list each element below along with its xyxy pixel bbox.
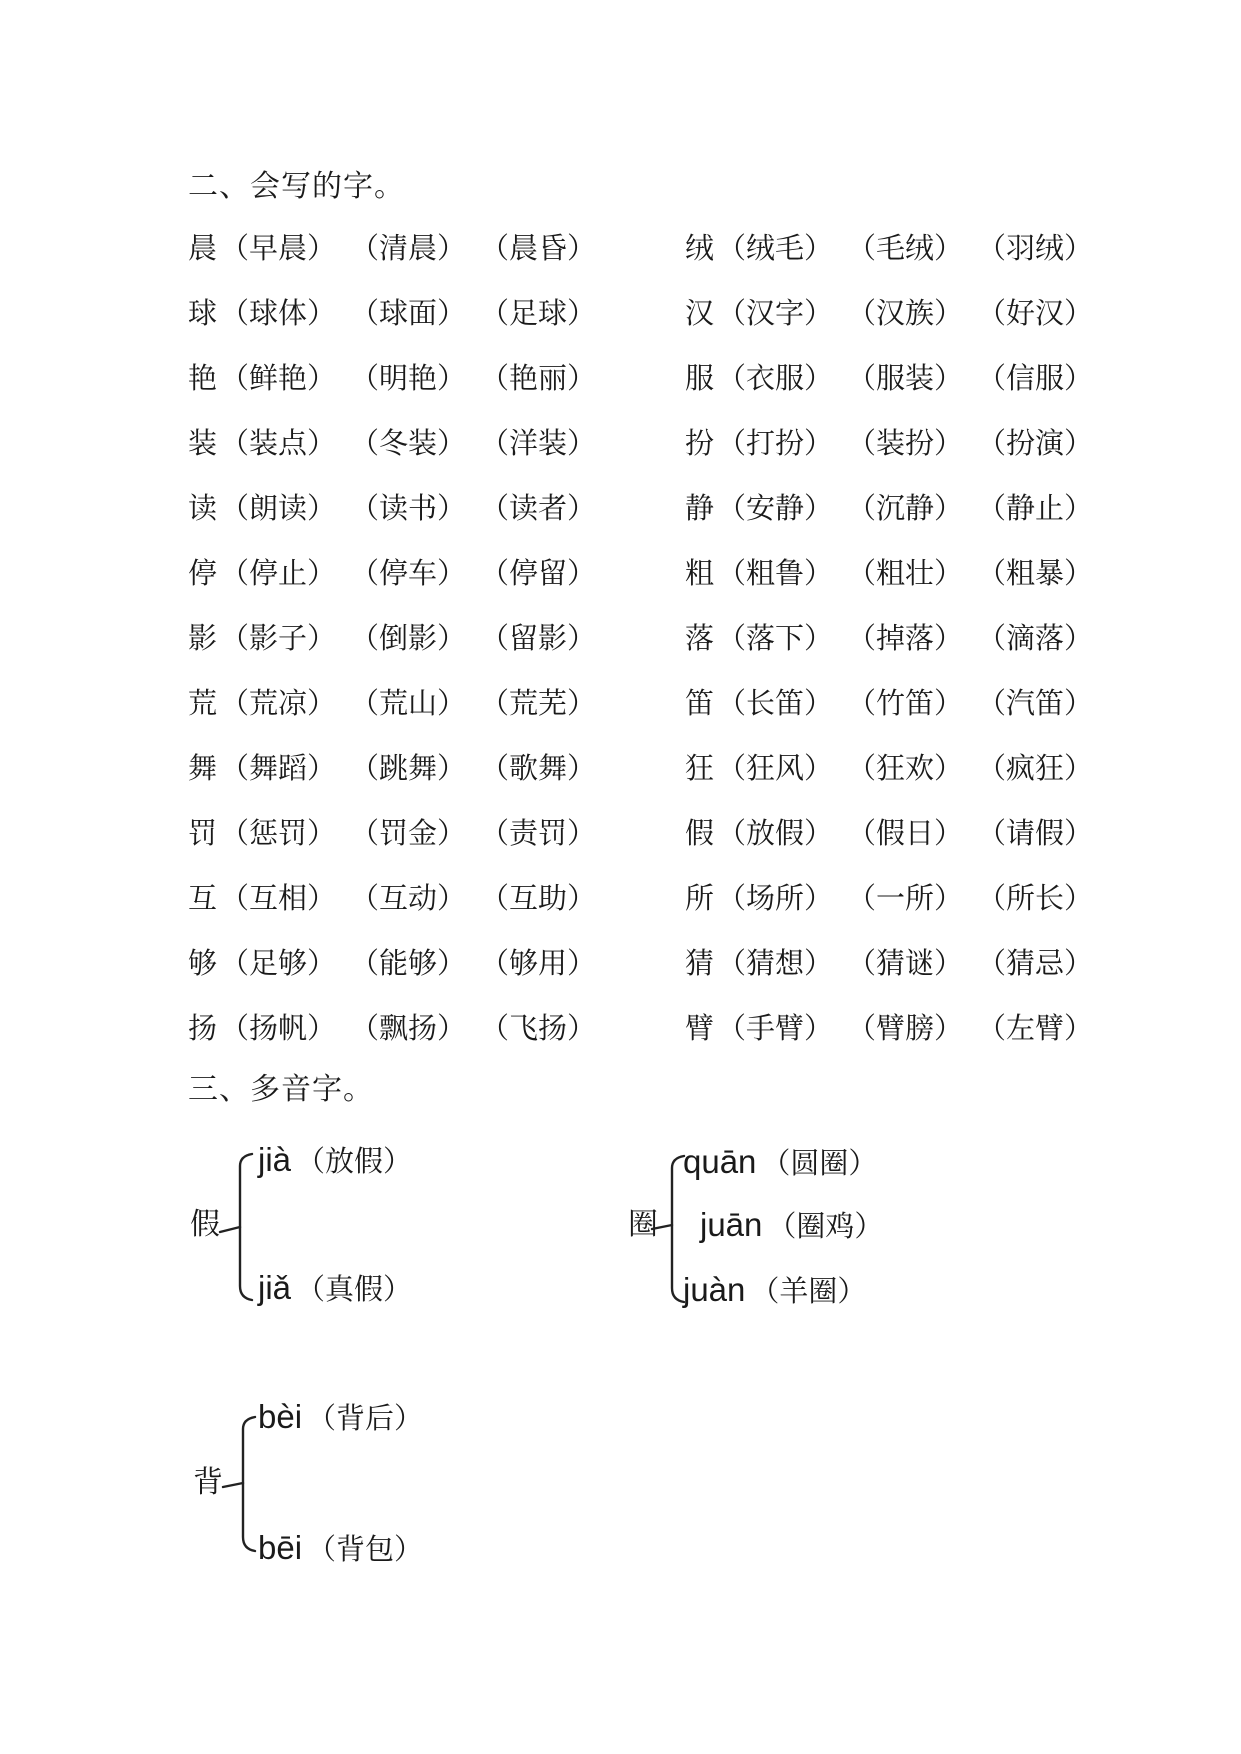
example-word: （沉静） [847,493,964,525]
word-entry-left [188,474,610,539]
example-word: （粗暴） [977,558,1094,590]
pinyin: juàn [683,1271,746,1308]
example-word: （互助） [480,883,597,915]
word-row [188,734,1188,799]
reading-word: （羊圈） [750,1276,867,1308]
word-entry-left [188,864,610,929]
headword: 汉 [685,298,715,330]
headword: 笛 [685,688,715,720]
headword: 粗 [685,558,715,590]
word-row [188,669,1188,734]
headword: 罚 [188,818,218,850]
example-word: （歌舞） [480,753,597,785]
section-3-heading: 三、多音字。 [188,1073,374,1106]
headword: 艳 [188,363,218,395]
polyphone-reading [683,1268,866,1314]
headword: 落 [685,623,715,655]
reading-word: （背包） [307,1534,424,1566]
example-word: （舞蹈） [220,753,337,785]
headword: 停 [188,558,218,590]
example-word: （清晨） [350,233,467,265]
reading-word: （背后） [307,1403,424,1435]
headword: 猜 [685,948,715,980]
example-word: （留影） [480,623,597,655]
reading-word: （圈鸡） [767,1211,884,1243]
pinyin: bēi [258,1529,303,1566]
example-word: （荒芜） [480,688,597,720]
example-word: （汉字） [717,298,834,330]
example-word: （惩罚） [220,818,337,850]
example-word: （狂风） [717,753,834,785]
headword: 绒 [685,233,715,265]
polyphone-char: 假 [190,1208,220,1241]
word-entry-right [685,539,1107,604]
example-word: （影子） [220,623,337,655]
word-entry-left [188,279,610,344]
example-word: （读书） [350,493,467,525]
example-word: （读者） [480,493,597,525]
word-entry-right [685,669,1107,734]
polyphone-reading [683,1140,877,1186]
headword: 假 [685,818,715,850]
example-word: （狂欢） [847,753,964,785]
example-word: （猜忌） [977,948,1094,980]
headword: 服 [685,363,715,395]
word-grid [188,214,1188,1059]
word-entry-left [188,734,610,799]
example-word: （飘扬） [350,1013,467,1045]
headword: 装 [188,428,218,460]
word-entry-right [685,799,1107,864]
headword: 荒 [188,688,218,720]
example-word: （艳丽） [480,363,597,395]
example-word: （安静） [717,493,834,525]
example-word: （绒毛） [717,233,834,265]
word-entry-right [685,864,1107,929]
headword: 扮 [685,428,715,460]
example-word: （够用） [480,948,597,980]
word-row [188,214,1188,279]
headword: 球 [188,298,218,330]
headword: 静 [685,493,715,525]
word-row [188,539,1188,604]
example-word: （左臂） [977,1013,1094,1045]
example-word: （打扮） [717,428,834,460]
example-word: （落下） [717,623,834,655]
example-word: （粗鲁） [717,558,834,590]
example-word: （静止） [977,493,1094,525]
word-entry-left [188,214,610,279]
pinyin: quān [683,1143,757,1180]
example-word: （猜想） [717,948,834,980]
example-word: （汽笛） [977,688,1094,720]
example-word: （飞扬） [480,1013,597,1045]
example-word: （责罚） [480,818,597,850]
example-word: （跳舞） [350,753,467,785]
example-word: （假日） [847,818,964,850]
polyphone-reading [258,1395,423,1441]
pinyin: juān [700,1206,763,1243]
example-word: （扬帆） [220,1013,337,1045]
headword: 影 [188,623,218,655]
example-word: （鲜艳） [220,363,337,395]
word-row [188,994,1188,1059]
headword: 所 [685,883,715,915]
reading-word: （圆圈） [761,1148,878,1180]
word-entry-left [188,604,610,669]
word-row [188,864,1188,929]
word-entry-right [685,214,1107,279]
example-word: （粗壮） [847,558,964,590]
example-word: （所长） [977,883,1094,915]
word-entry-left [188,409,610,474]
word-row [188,279,1188,344]
example-word: （倒影） [350,623,467,655]
example-word: （好汉） [977,298,1094,330]
word-entry-right [685,604,1107,669]
example-word: （汉族） [847,298,964,330]
example-word: （足够） [220,948,337,980]
example-word: （疯狂） [977,753,1094,785]
example-word: （球面） [350,298,467,330]
example-word: （放假） [717,818,834,850]
example-word: （晨昏） [480,233,597,265]
word-entry-left [188,669,610,734]
example-word: （明艳） [350,363,467,395]
word-row [188,474,1188,539]
word-entry-left [188,929,610,994]
headword: 读 [188,493,218,525]
word-entry-right [685,344,1107,409]
example-word: （请假） [977,818,1094,850]
example-word: （信服） [977,363,1094,395]
example-word: （长笛） [717,688,834,720]
polyphone-reading [258,1138,412,1184]
example-word: （足球） [480,298,597,330]
example-word: （洋装） [480,428,597,460]
word-entry-left [188,344,610,409]
word-entry-right [685,279,1107,344]
word-row [188,409,1188,474]
word-entry-right [685,734,1107,799]
example-word: （互相） [220,883,337,915]
word-row [188,799,1188,864]
example-word: （停止） [220,558,337,590]
example-word: （臂膀） [847,1013,964,1045]
headword: 臂 [685,1013,715,1045]
example-word: （毛绒） [847,233,964,265]
example-word: （冬装） [350,428,467,460]
word-row [188,604,1188,669]
word-entry-left [188,994,610,1059]
example-word: （荒山） [350,688,467,720]
word-entry-left [188,799,610,864]
example-word: （羽绒） [977,233,1094,265]
headword: 够 [188,948,218,980]
reading-word: （放假） [296,1146,413,1178]
example-word: （荒凉） [220,688,337,720]
headword: 狂 [685,753,715,785]
example-word: （竹笛） [847,688,964,720]
headword: 互 [188,883,218,915]
example-word: （朗读） [220,493,337,525]
headword: 扬 [188,1013,218,1045]
word-entry-right [685,409,1107,474]
example-word: （服装） [847,363,964,395]
pinyin: jià [258,1141,292,1178]
pinyin: jiǎ [258,1269,292,1306]
pinyin: bèi [258,1398,303,1435]
polyphone-reading [258,1266,412,1312]
example-word: （能够） [350,948,467,980]
reading-word: （真假） [296,1274,413,1306]
word-entry-right [685,994,1107,1059]
word-entry-right [685,474,1107,539]
polyphone-reading [258,1526,423,1572]
example-word: （场所） [717,883,834,915]
headword: 晨 [188,233,218,265]
example-word: （早晨） [220,233,337,265]
word-row [188,929,1188,994]
example-word: （衣服） [717,363,834,395]
polyphone-char: 背 [193,1466,223,1499]
example-word: （掉落） [847,623,964,655]
polyphone-char: 圈 [628,1208,658,1241]
word-row [188,344,1188,409]
example-word: （滴落） [977,623,1094,655]
example-word: （装点） [220,428,337,460]
example-word: （扮演） [977,428,1094,460]
example-word: （球体） [220,298,337,330]
brace-bracket-icon [221,1412,261,1562]
brace-bracket-icon [218,1148,258,1306]
word-entry-left [188,539,610,604]
headword: 舞 [188,753,218,785]
example-word: （互动） [350,883,467,915]
example-word: （手臂） [717,1013,834,1045]
example-word: （一所） [847,883,964,915]
example-word: （停车） [350,558,467,590]
polyphone-reading [700,1203,883,1249]
example-word: （停留） [480,558,597,590]
example-word: （装扮） [847,428,964,460]
example-word: （猜谜） [847,948,964,980]
word-entry-right [685,929,1107,994]
example-word: （罚金） [350,818,467,850]
section-2-heading: 二、会写的字。 [188,170,405,203]
